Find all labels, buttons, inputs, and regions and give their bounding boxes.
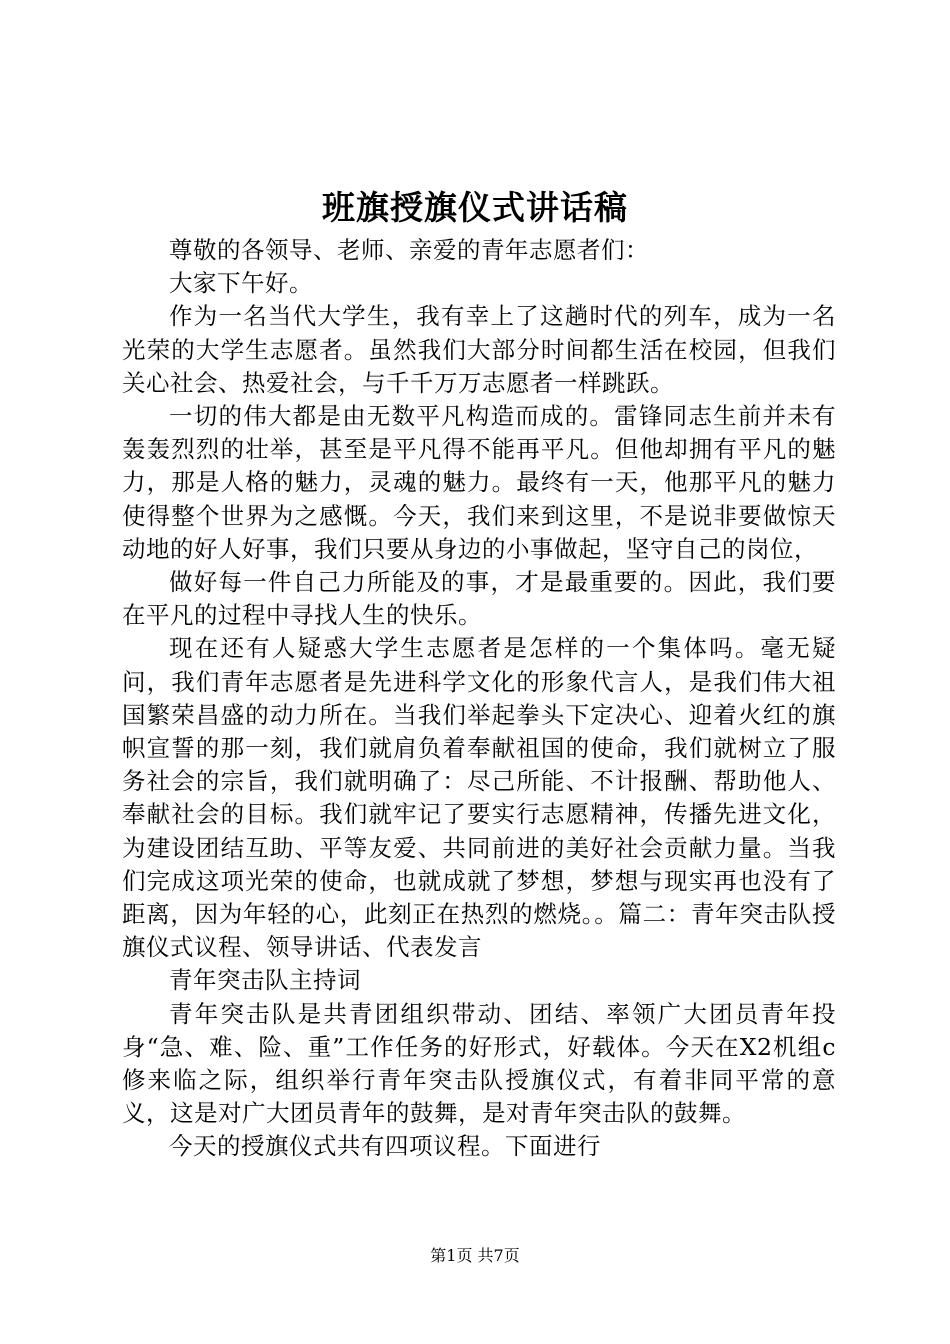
paragraph: 今天的授旗仪式共有四项议程。下面进行: [169, 1132, 601, 1161]
paragraph-greeting: 大家下午好。: [169, 269, 313, 298]
paragraph-subheading: 青年突击队主持词: [169, 966, 361, 995]
paragraph: 现在还有人疑惑大学生志愿者是怎样的一个集体吗。毫无疑问，我们青年志愿者是先进科学文化的形象代言人，是我们伟大祖国繁荣昌盛的动力所在。当我们举起拳头下定决心、迎着火红的旗帜宣誓的那一刻，我们就肩负着奉献祖国的使命，我们就树立了服务社会的宗旨，我们就明确了：尽己所能、不计报酬、帮助他人、奉献社会的目标。我们就牢记了要实行志愿精神，传播先进文化，为建设团结互助、平等友爱、共同前进的美好社会贡献力量。当我们完成这项光荣的使命，也就成就了梦想，梦想与现实再也没有了距离，因为年轻的心，此刻正在热烈的燃烧。。篇二：青年突击队授旗仪式议程、领导讲话、代表发言: [122, 634, 836, 962]
page-number-footer: 第1页 共7页: [430, 1246, 520, 1265]
document-title: 班旗授旗仪式讲话稿: [322, 188, 628, 227]
paragraph: 一切的伟大都是由无数平凡构造而成的。雷锋同志生前并未有轰轰烈烈的壮举，甚至是平凡得不能再平凡。但他却拥有平凡的魅力，那是人格的魅力，灵魂的魅力。最终有一天，他那平凡的魅力使得整个世界为之感慨。今天，我们来到这里，不是说非要做惊天动地的好人好事，我们只要从身边的小事做起，坚守自己的岗位，: [122, 402, 836, 563]
paragraph-salutation: 尊敬的各领导、老师、亲爱的青年志愿者们：: [169, 236, 649, 264]
paragraph: 作为一名当代大学生，我有幸上了这趟时代的列车，成为一名光荣的大学生志愿者。虽然我们大部分时间都生活在校园，但我们关心社会、热爱社会，与千千万万志愿者一样跳跃。: [122, 302, 836, 397]
paragraph: 青年突击队是共青团组织带动、团结、率领广大团员青年投身“急、难、险、重”工作任务的好形式，好载体。今天在X2机组c修来临之际，组织举行青年突击队授旗仪式，有着非同平常的意义，这是对广大团员青年的鼓舞，是对青年突击队的鼓舞。: [122, 999, 836, 1128]
paragraph: 做好每一件自己力所能及的事，才是最重要的。因此，我们要在平凡的过程中寻找人生的快乐。: [122, 568, 836, 630]
document-body: [122, 234, 836, 1164]
